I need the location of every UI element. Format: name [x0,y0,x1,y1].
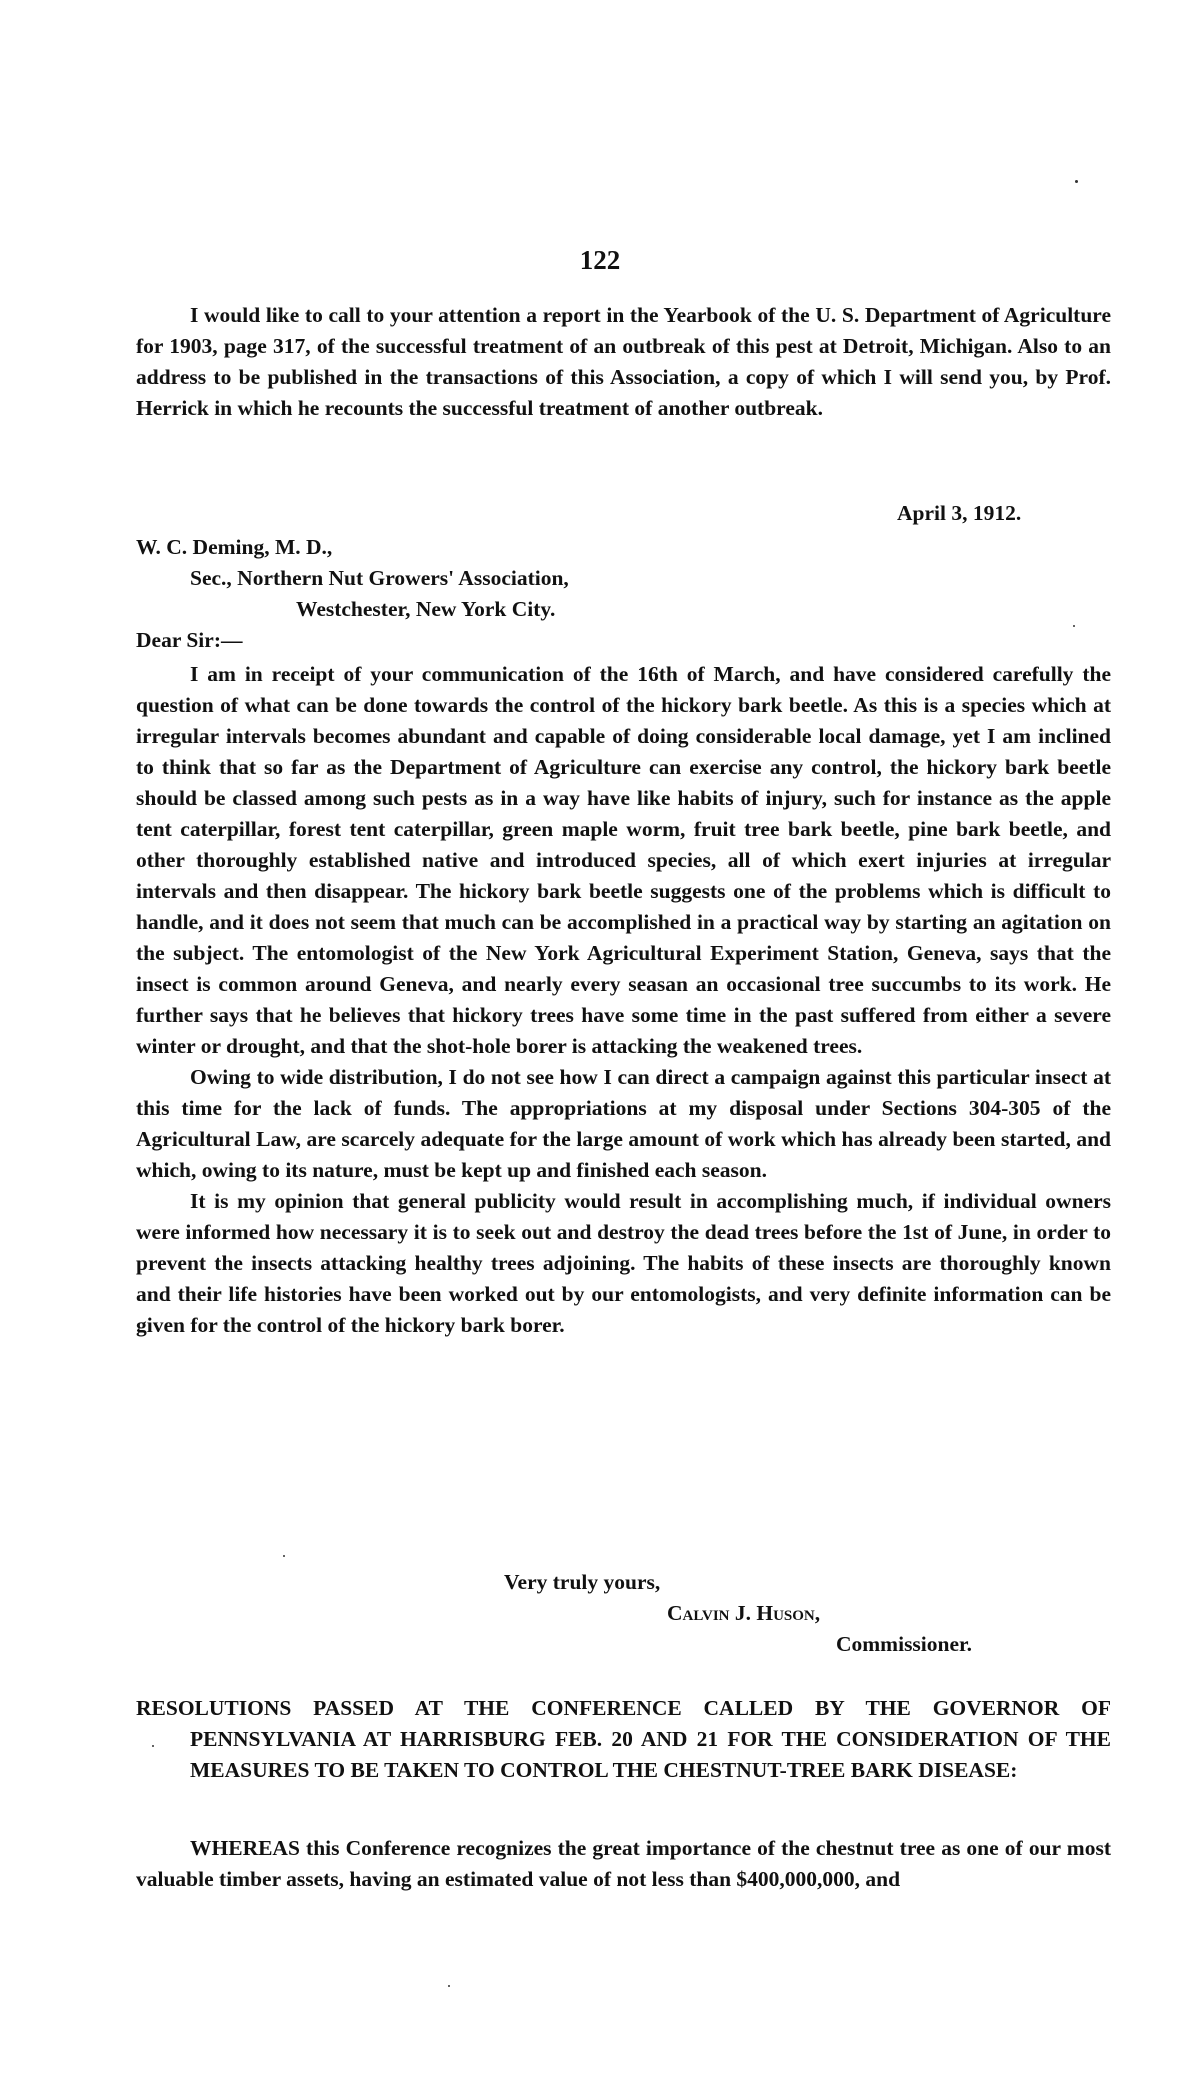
page-number: 122 [579,245,621,275]
recipient-title: Sec., Northern Nut Growers' Association, [190,566,569,590]
recipient-name: W. C. Deming, M. D., [136,535,333,559]
letter-signer: Calvin J. Huson, [667,1601,821,1625]
letter-paragraph: Owing to wide distribution, I do not see how I can direct a campaign against this particular insect at this time for the lack of funds. The appropriations at my disposal under Sections 304-305 of the Agricultural Law, are scarcely adequate for the large amount of work which has already been started, and which, owing to its nature, must be kept up and finished each season. [136,1065,1111,1182]
scan-speck [448,1985,450,1987]
scan-speck [283,1555,285,1557]
letter-closing: Very truly yours, [504,1570,661,1594]
resolutions-body [136,1833,1111,1895]
signer-title: Commissioner. [836,1632,972,1656]
scan-speck [1075,180,1078,183]
letter-date: April 3, 1912. [897,501,1022,525]
intro-paragraph [136,300,1111,424]
letter-paragraph: I am in receipt of your communication of the 16th of March, and have considered carefully the question of what can be done towards the control of the hickory bark beetle. As this is a species which at irregular intervals becomes abundant and capable of doing considerable local damage, yet I am inclined to think that so far as the Department of Agriculture can exercise any control, the hickory bark beetle should be classed among such pests as in a way have like habits of injury, such for instance as the apple tent caterpillar, forest tent caterpillar, green maple worm, fruit tree bark beetle, pine bark beetle, and other thoroughly established native and introduced species, all of which exert injuries at irregular intervals and then disappear. The hickory bark beetle suggests one of the problems which is difficult to handle, and it does not seem that much can be accomplished in a practical way by starting an agitation on the subject. The entomologist of the New York Agricultural Experiment Station, Geneva, says that the insect is common around Geneva, and nearly every seasan an occasional tree succumbs to its work. He further says that he believes that hickory trees have some time in the past suffered from either a severe winter or drought, and that the shot-hole borer is attacking the weakened trees. [136,662,1111,1058]
letter-paragraph: It is my opinion that general publicity would result in accomplishing much, if individual owners were informed how necessary it is to seek out and destroy the dead trees before the 1st of June, in order to prevent the insects attacking healthy trees adjoining. The habits of these insects are thoroughly known and their life histories have been worked out by our entomologists, and very definite information can be given for the control of the hickory bark borer. [136,1189,1111,1337]
intro-paragraph-text: I would like to call to your attention a report in the Yearbook of the U. S. Department of Agriculture for 1903, page 317, of the successful treatment of an outbreak of this pest at Detroit, Michigan. Also to an address to be published in the transactions of this Association, a copy of which I will send you, by Prof. Herrick in which he recounts the successful treatment of another outbreak. [136,303,1111,420]
resolutions-heading: RESOLUTIONS PASSED AT THE CONFERENCE CALLED BY THE GOVERNOR OF PENNSYLVANIA AT HARRISBURG FEB. 20 AND 21 FOR THE CONSIDERATION OF THE MEASURES TO BE TAKEN TO CONTROL THE CHESTNUT-TREE BARK DISEASE: [136,1696,1111,1782]
resolution-paragraph: WHEREAS this Conference recognizes the great importance of the chestnut tree as one of our most valuable timber assets, having an estimated value of not less than $400,000,000, and [136,1836,1111,1891]
scan-speck [1073,625,1075,627]
salutation: Dear Sir:— [136,628,243,652]
recipient-location: Westchester, New York City. [296,597,556,621]
letter-body [136,659,1111,1341]
